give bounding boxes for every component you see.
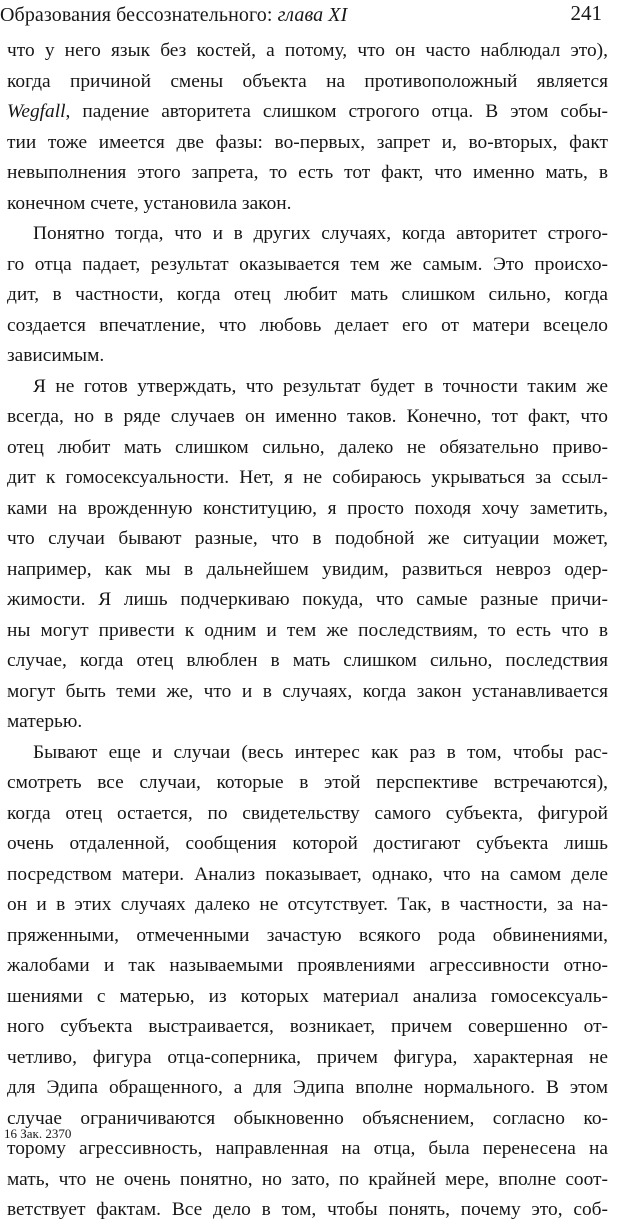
text-line [7,311,608,342]
text-line [7,67,608,98]
text-line [7,36,608,67]
text-line [7,921,608,952]
text-line [7,402,608,433]
line-text: матерью. [7,711,83,732]
text-line [7,738,608,769]
line-text: всегда, но в ряде случаев он именно таков. Конечно, тот факт, что [7,406,608,427]
text-line [7,1195,608,1226]
text-line [7,860,608,891]
line-text: он и в этих случаях далеко не отсутствует. Так, в частности, за на- [7,894,608,915]
text-line [7,250,608,281]
line-text: случае, когда отец влюблен в мать слишком сильно, последствия [7,650,608,671]
line-text: шениями с матерью, из которых материал анализа гомосексуаль- [7,985,608,1007]
text-line [7,372,608,403]
text-line [7,982,608,1013]
text-line [7,341,608,372]
line-text: Бывают еще и случаи (весь интерес как раз в том, чтобы рас- [33,741,608,763]
text-line [7,616,608,647]
text-line [7,829,608,860]
line-text: невыполнения этого запрета, то есть тот факт, что именно мать, в [7,162,608,183]
running-head-chapter: глава XI [277,4,348,26]
line-text: отец любит мать слишком сильно, далеко не обязательно приво- [7,436,608,458]
text-line [7,555,608,586]
line-text: Я не готов утверждать, что результат будет в точности таким же [33,375,608,397]
line-text: , падение авторитета слишком строгого отца. В этом собы- [65,101,608,122]
line-text: ного субъекта выстраивается, возникает, причем совершенно от- [7,1016,608,1037]
line-text: ны могут привести к одним и тем же последствиям, то есть что в [7,619,608,641]
text-line [7,189,608,220]
line-text: посредством матери. Анализ показывает, однако, что на самом деле [7,863,608,885]
text-line [7,1043,608,1074]
line-text: когда причиной смены объекта на противоположный является [7,70,608,92]
line-text: зависимым. [7,345,105,366]
line-text: Понятно тогда, что и в других случаях, когда авторитет строго- [33,223,608,244]
text-line [7,799,608,830]
text-line [7,158,608,189]
line-text: дит к гомосексуальности. Нет, я не собираюсь укрываться за ссыл- [7,467,608,488]
text-line [7,1012,608,1043]
text-line [7,494,608,525]
line-text: например, как мы в дальнейшем увидим, развиться невроз одер- [7,558,608,580]
text-line [7,677,608,708]
line-text: что случаи бывают разные, что в подобной же ситуации может, [7,528,608,549]
line-text: пряженными, отмеченными зачастую всякого рода обвинениями, [7,924,608,946]
text-line [7,219,608,250]
text-line [7,646,608,677]
line-text: случае ограничиваются обыкновенно объяснением, согласно ко- [7,1107,608,1129]
text-line [7,128,608,159]
line-text: ками на врожденную конституцию, я просто походя хочу заметить, [7,497,608,519]
italic-term: Wegfall [7,101,66,122]
printer-signature: 16 Зак. 2370 [4,1126,72,1141]
text-line [7,1165,608,1196]
line-text: что у него язык без костей, а потому, что он часто наблюдал это), [7,40,608,61]
running-head-title: Образования бессознательного: [0,4,278,26]
text-line [7,280,608,311]
body-text [7,36,608,1226]
line-text: тии тоже имеется две фазы: во-первых, запрет и, во-вторых, факт [7,131,608,153]
text-line [7,1104,608,1135]
text-line [7,433,608,464]
line-text: когда отец остается, по свидетельству самого субъекта, фигурой [7,802,608,824]
line-text: жимости. Я лишь подчеркиваю покуда, что самые разные причи- [7,589,608,610]
text-line [7,1134,608,1165]
line-text: мать, что не очень понятно, но зато, по крайней мере, вполне соот- [7,1168,608,1190]
line-text: создается впечатление, что любовь делает его от матери всецело [7,314,608,336]
line-text: го отца падает, результат оказывается тем же самым. Это происхо- [7,253,608,275]
text-line [7,768,608,799]
line-text: очень отдаленной, сообщения которой достигают субъекта лишь [7,833,608,854]
text-line [7,707,608,738]
line-text: ветствует фактам. Все дело в том, чтобы понять, почему это, соб- [7,1199,608,1220]
line-text: жалобами и так называемыми проявлениями агрессивности отно- [7,955,608,976]
text-line [7,951,608,982]
text-line [7,524,608,555]
page-number: 241 [570,1,602,25]
text-line [7,1073,608,1104]
text-line [7,585,608,616]
text-line [7,97,608,128]
text-line [7,890,608,921]
line-text: смотреть все случаи, которые в этой перспективе встречаются), [7,772,608,793]
text-line [7,463,608,494]
line-text: четливо, фигура отца-соперника, причем фигура, характерная не [7,1046,608,1068]
line-text: для Эдипа обращенного, а для Эдипа вполне нормального. В этом [7,1077,608,1098]
line-text: могут быть теми же, что и в случаях, когда закон устанавливается [7,680,608,702]
line-text: дит, в частности, когда отец любит мать слишком сильно, когда [7,284,608,305]
running-head [0,2,347,28]
line-text: торому агрессивность, направленная на отца, была перенесена на [7,1138,608,1159]
line-text: конечном счете, установила закон. [7,192,292,214]
